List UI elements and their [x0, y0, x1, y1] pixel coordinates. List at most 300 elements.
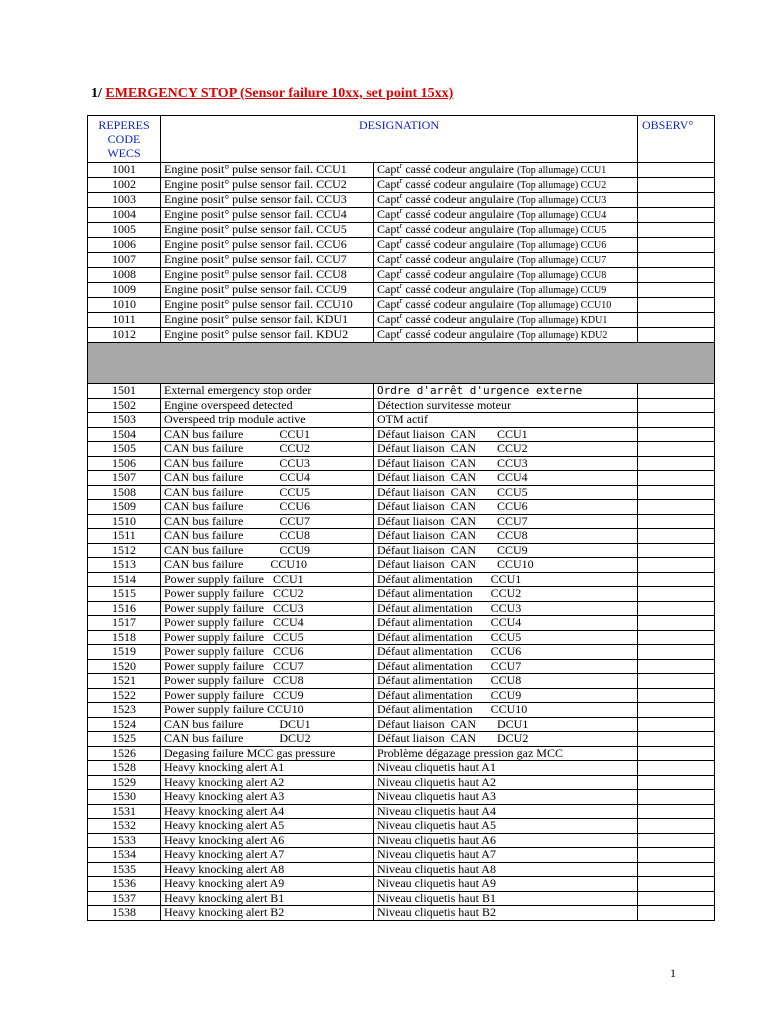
table-row	[88, 601, 715, 616]
table-row	[88, 645, 715, 660]
row-designation-en: CAN bus failure CCU10	[161, 558, 374, 573]
fr-main: cassé codeur angulaire	[405, 222, 514, 236]
row-designation-fr: Niveau cliquetis haut A6	[374, 833, 638, 848]
row-observation	[638, 543, 715, 558]
header-code: REPERES CODE WECS	[88, 116, 161, 163]
row-code: 1526	[88, 746, 161, 761]
row-designation-fr: Niveau cliquetis haut B2	[374, 906, 638, 921]
row-designation-fr: Niveau cliquetis haut A1	[374, 761, 638, 776]
table-row	[88, 790, 715, 805]
header-observation: OBSERV°	[638, 116, 715, 163]
separator-band	[88, 343, 715, 384]
fr-note: (Top allumage) CCU5	[516, 225, 607, 236]
section-heading	[91, 86, 453, 102]
row-code: 1502	[88, 398, 161, 413]
fr-prefix: Capt	[377, 222, 400, 236]
row-designation-en: Heavy knocking alert A5	[161, 819, 374, 834]
row-observation	[638, 833, 715, 848]
row-designation-en: CAN bus failure DCU2	[161, 732, 374, 747]
row-designation-en: Overspeed trip module active	[161, 413, 374, 428]
table-row	[88, 398, 715, 413]
row-code: 1509	[88, 500, 161, 515]
row-observation	[638, 790, 715, 805]
row-observation	[638, 645, 715, 660]
row-designation-fr	[374, 223, 638, 238]
row-designation-fr: Défaut alimentation CCU6	[374, 645, 638, 660]
row-code: 1510	[88, 514, 161, 529]
row-designation-fr	[374, 328, 638, 343]
row-designation-fr: Niveau cliquetis haut A7	[374, 848, 638, 863]
table-row	[88, 163, 715, 178]
row-code: 1520	[88, 659, 161, 674]
row-designation-fr: Niveau cliquetis haut A3	[374, 790, 638, 805]
row-designation-fr: Défaut alimentation CCU1	[374, 572, 638, 587]
row-designation-fr: Défaut alimentation CCU8	[374, 674, 638, 689]
table-row	[88, 775, 715, 790]
row-observation	[638, 384, 715, 399]
table-row	[88, 616, 715, 631]
row-observation	[638, 601, 715, 616]
row-code: 1525	[88, 732, 161, 747]
row-designation-en: Engine posit° pulse sensor fail. CCU5	[161, 223, 374, 238]
row-designation-en: Engine posit° pulse sensor fail. CCU3	[161, 193, 374, 208]
fr-note: (Top allumage) CCU10	[516, 300, 612, 311]
fr-main: cassé codeur angulaire	[405, 237, 514, 251]
table-row	[88, 485, 715, 500]
row-code: 1009	[88, 283, 161, 298]
fr-note: (Top allumage) CCU1	[516, 165, 607, 176]
row-designation-en: Heavy knocking alert A3	[161, 790, 374, 805]
row-designation-en: CAN bus failure CCU9	[161, 543, 374, 558]
row-designation-fr: Problème dégazage pression gaz MCC	[374, 746, 638, 761]
row-designation-fr: Défaut liaison CAN CCU7	[374, 514, 638, 529]
row-designation-en: Power supply failure CCU7	[161, 659, 374, 674]
row-designation-fr: Défaut liaison CAN CCU3	[374, 456, 638, 471]
fr-note: (Top allumage) CCU3	[516, 195, 607, 206]
fr-main: cassé codeur angulaire	[405, 192, 514, 206]
fr-prefix-sup: r	[399, 312, 403, 320]
table-row	[88, 819, 715, 834]
row-code: 1505	[88, 442, 161, 457]
fr-main: cassé codeur angulaire	[405, 282, 514, 296]
row-observation	[638, 732, 715, 747]
row-designation-en: CAN bus failure CCU6	[161, 500, 374, 515]
row-designation-en: Heavy knocking alert B1	[161, 891, 374, 906]
row-designation-en: Engine posit° pulse sensor fail. CCU9	[161, 283, 374, 298]
row-code: 1501	[88, 384, 161, 399]
row-designation-fr: Défaut liaison CAN CCU9	[374, 543, 638, 558]
fr-prefix-sup: r	[399, 192, 403, 200]
table-row	[88, 746, 715, 761]
table-row	[88, 688, 715, 703]
row-designation-en: Power supply failure CCU8	[161, 674, 374, 689]
row-observation	[638, 862, 715, 877]
row-designation-fr	[374, 313, 638, 328]
row-designation-fr: Défaut alimentation CCU5	[374, 630, 638, 645]
header-designation: DESIGNATION	[161, 116, 638, 163]
row-code: 1524	[88, 717, 161, 732]
row-designation-fr: Défaut liaison CAN DCU1	[374, 717, 638, 732]
row-designation-en: CAN bus failure CCU8	[161, 529, 374, 544]
table-row	[88, 572, 715, 587]
fr-prefix: Capt	[377, 267, 400, 281]
table-row	[88, 732, 715, 747]
row-designation-fr	[374, 253, 638, 268]
table-row	[88, 268, 715, 283]
table-row	[88, 442, 715, 457]
row-observation	[638, 877, 715, 892]
row-observation	[638, 572, 715, 587]
fr-prefix-sup: r	[399, 282, 403, 290]
row-code: 1529	[88, 775, 161, 790]
row-code: 1004	[88, 208, 161, 223]
table-row	[88, 471, 715, 486]
row-observation	[638, 804, 715, 819]
row-observation	[638, 485, 715, 500]
row-designation-fr: Défaut liaison CAN CCU2	[374, 442, 638, 457]
row-designation-fr	[374, 178, 638, 193]
table-row	[88, 283, 715, 298]
row-observation	[638, 529, 715, 544]
row-observation	[638, 891, 715, 906]
row-observation	[638, 500, 715, 515]
row-code: 1008	[88, 268, 161, 283]
row-designation-fr	[374, 163, 638, 178]
row-observation	[638, 268, 715, 283]
row-designation-en: CAN bus failure CCU3	[161, 456, 374, 471]
row-observation	[638, 178, 715, 193]
fr-prefix: Capt	[377, 177, 400, 191]
row-designation-fr: Défaut liaison CAN CCU4	[374, 471, 638, 486]
row-code: 1533	[88, 833, 161, 848]
row-observation	[638, 193, 715, 208]
row-designation-fr	[374, 268, 638, 283]
row-code: 1503	[88, 413, 161, 428]
row-designation-fr: Défaut liaison CAN CCU1	[374, 427, 638, 442]
row-observation	[638, 208, 715, 223]
fr-note: (Top allumage) KDU1	[516, 315, 608, 326]
row-designation-en: Heavy knocking alert B2	[161, 906, 374, 921]
fr-prefix-sup: r	[399, 237, 403, 245]
table-row	[88, 178, 715, 193]
row-observation	[638, 775, 715, 790]
row-designation-fr: Défaut alimentation CCU9	[374, 688, 638, 703]
table-row	[88, 238, 715, 253]
table-row	[88, 761, 715, 776]
table-header-row	[88, 116, 715, 163]
row-code: 1007	[88, 253, 161, 268]
fr-note: (Top allumage) CCU2	[516, 180, 607, 191]
row-designation-en: Heavy knocking alert A1	[161, 761, 374, 776]
row-observation	[638, 238, 715, 253]
fr-prefix: Capt	[377, 327, 400, 341]
emergency-stop-table	[87, 115, 715, 921]
row-designation-en: Engine posit° pulse sensor fail. KDU2	[161, 328, 374, 343]
row-designation-en: CAN bus failure CCU1	[161, 427, 374, 442]
row-code: 1521	[88, 674, 161, 689]
row-code: 1522	[88, 688, 161, 703]
fr-prefix: Capt	[377, 252, 400, 266]
fr-main: cassé codeur angulaire	[405, 297, 514, 311]
row-code: 1005	[88, 223, 161, 238]
table-row	[88, 298, 715, 313]
fr-prefix-sup: r	[399, 162, 403, 170]
row-code: 1506	[88, 456, 161, 471]
row-observation	[638, 848, 715, 863]
row-code: 1011	[88, 313, 161, 328]
table-row	[88, 862, 715, 877]
row-code: 1507	[88, 471, 161, 486]
row-observation	[638, 717, 715, 732]
row-code: 1518	[88, 630, 161, 645]
fr-main: cassé codeur angulaire	[405, 207, 514, 221]
row-designation-fr	[374, 238, 638, 253]
row-observation	[638, 413, 715, 428]
row-designation-en: Power supply failure CCU9	[161, 688, 374, 703]
row-designation-fr: Défaut alimentation CCU4	[374, 616, 638, 631]
fr-prefix: Capt	[377, 237, 400, 251]
row-code: 1517	[88, 616, 161, 631]
row-code: 1002	[88, 178, 161, 193]
row-code: 1513	[88, 558, 161, 573]
fr-prefix: Capt	[377, 162, 400, 176]
row-designation-en: Power supply failure CCU4	[161, 616, 374, 631]
table-row	[88, 906, 715, 921]
fr-prefix-sup: r	[399, 222, 403, 230]
table-row	[88, 703, 715, 718]
row-designation-fr: Niveau cliquetis haut A5	[374, 819, 638, 834]
row-observation	[638, 471, 715, 486]
row-designation-en: Engine posit° pulse sensor fail. CCU4	[161, 208, 374, 223]
row-designation-en: Engine posit° pulse sensor fail. CCU7	[161, 253, 374, 268]
row-designation-fr: Niveau cliquetis haut A8	[374, 862, 638, 877]
row-code: 1538	[88, 906, 161, 921]
table-row	[88, 674, 715, 689]
row-designation-en: Heavy knocking alert A9	[161, 877, 374, 892]
table-row	[88, 848, 715, 863]
fr-main: cassé codeur angulaire	[405, 312, 514, 326]
row-observation	[638, 558, 715, 573]
row-code: 1532	[88, 819, 161, 834]
table-row	[88, 529, 715, 544]
row-designation-fr: Défaut alimentation CCU7	[374, 659, 638, 674]
row-code: 1003	[88, 193, 161, 208]
table-row	[88, 328, 715, 343]
fr-main: cassé codeur angulaire	[405, 267, 514, 281]
fr-prefix-sup: r	[399, 207, 403, 215]
fr-note: (Top allumage) CCU7	[516, 255, 607, 266]
row-designation-en: Engine posit° pulse sensor fail. CCU2	[161, 178, 374, 193]
section-title: EMERGENCY STOP (Sensor failure 10xx, set point 15xx)	[105, 86, 454, 101]
table-row	[88, 253, 715, 268]
table-row	[88, 543, 715, 558]
row-designation-en: Power supply failure CCU3	[161, 601, 374, 616]
table-row	[88, 891, 715, 906]
row-code: 1001	[88, 163, 161, 178]
row-code: 1530	[88, 790, 161, 805]
row-designation-en: Power supply failure CCU1	[161, 572, 374, 587]
fr-note: (Top allumage) KDU2	[516, 330, 608, 341]
row-observation	[638, 223, 715, 238]
row-designation-en: Power supply failure CCU10	[161, 703, 374, 718]
row-designation-en: Heavy knocking alert A2	[161, 775, 374, 790]
table-row	[88, 313, 715, 328]
table-row	[88, 877, 715, 892]
row-code: 1515	[88, 587, 161, 602]
fr-prefix-sup: r	[399, 252, 403, 260]
row-code: 1504	[88, 427, 161, 442]
table-row	[88, 413, 715, 428]
row-code: 1536	[88, 877, 161, 892]
fr-note: (Top allumage) CCU8	[516, 270, 607, 281]
row-designation-en: CAN bus failure CCU4	[161, 471, 374, 486]
row-code: 1528	[88, 761, 161, 776]
row-observation	[638, 906, 715, 921]
table-row	[88, 630, 715, 645]
row-code: 1514	[88, 572, 161, 587]
row-designation-en: Heavy knocking alert A7	[161, 848, 374, 863]
row-designation-en: Degasing failure MCC gas pressure	[161, 746, 374, 761]
row-designation-en: Engine posit° pulse sensor fail. KDU1	[161, 313, 374, 328]
row-observation	[638, 253, 715, 268]
row-designation-fr: Ordre d'arrêt d'urgence externe	[374, 384, 638, 399]
row-code: 1511	[88, 529, 161, 544]
table-row	[88, 500, 715, 515]
row-observation	[638, 298, 715, 313]
row-observation	[638, 674, 715, 689]
row-designation-fr: Défaut liaison CAN CCU6	[374, 500, 638, 515]
page-number: 1	[670, 966, 676, 980]
row-code: 1531	[88, 804, 161, 819]
row-designation-fr: Défaut liaison CAN CCU10	[374, 558, 638, 573]
row-observation	[638, 283, 715, 298]
table-row	[88, 587, 715, 602]
row-designation-fr: Niveau cliquetis haut A2	[374, 775, 638, 790]
fr-note: (Top allumage) CCU4	[516, 210, 607, 221]
row-designation-fr: Défaut alimentation CCU2	[374, 587, 638, 602]
table-row	[88, 558, 715, 573]
row-observation	[638, 427, 715, 442]
row-code: 1512	[88, 543, 161, 558]
row-designation-en: Power supply failure CCU2	[161, 587, 374, 602]
row-designation-en: Heavy knocking alert A4	[161, 804, 374, 819]
row-designation-fr: Niveau cliquetis haut B1	[374, 891, 638, 906]
row-observation	[638, 328, 715, 343]
fr-prefix-sup: r	[399, 327, 403, 335]
row-observation	[638, 616, 715, 631]
row-designation-en: Power supply failure CCU5	[161, 630, 374, 645]
fr-prefix: Capt	[377, 312, 400, 326]
fr-main: cassé codeur angulaire	[405, 162, 514, 176]
row-code: 1010	[88, 298, 161, 313]
row-observation	[638, 163, 715, 178]
table-row	[88, 514, 715, 529]
row-designation-en: CAN bus failure DCU1	[161, 717, 374, 732]
table-row	[88, 208, 715, 223]
row-designation-fr: Défaut alimentation CCU10	[374, 703, 638, 718]
table-row	[88, 659, 715, 674]
row-designation-en: Power supply failure CCU6	[161, 645, 374, 660]
row-designation-en: External emergency stop order	[161, 384, 374, 399]
row-designation-en: Engine posit° pulse sensor fail. CCU6	[161, 238, 374, 253]
row-designation-fr: Défaut liaison CAN CCU8	[374, 529, 638, 544]
row-observation	[638, 514, 715, 529]
row-observation	[638, 456, 715, 471]
table-row	[88, 717, 715, 732]
row-designation-fr	[374, 208, 638, 223]
row-designation-en: Heavy knocking alert A6	[161, 833, 374, 848]
row-observation	[638, 659, 715, 674]
row-designation-en: Engine posit° pulse sensor fail. CCU8	[161, 268, 374, 283]
row-designation-fr	[374, 193, 638, 208]
row-code: 1006	[88, 238, 161, 253]
row-designation-en: CAN bus failure CCU5	[161, 485, 374, 500]
row-code: 1534	[88, 848, 161, 863]
row-observation	[638, 398, 715, 413]
table-row	[88, 193, 715, 208]
fr-prefix: Capt	[377, 282, 400, 296]
row-code: 1012	[88, 328, 161, 343]
table-row	[88, 223, 715, 238]
row-code: 1523	[88, 703, 161, 718]
fr-note: (Top allumage) CCU9	[516, 285, 607, 296]
row-designation-fr: OTM actif	[374, 413, 638, 428]
table-row	[88, 427, 715, 442]
fr-prefix: Capt	[377, 207, 400, 221]
fr-main: cassé codeur angulaire	[405, 327, 514, 341]
row-observation	[638, 630, 715, 645]
row-designation-en: Engine posit° pulse sensor fail. CCU10	[161, 298, 374, 313]
table-row	[88, 456, 715, 471]
row-observation	[638, 703, 715, 718]
row-designation-fr	[374, 298, 638, 313]
row-designation-fr: Niveau cliquetis haut A9	[374, 877, 638, 892]
row-designation-en: CAN bus failure CCU7	[161, 514, 374, 529]
row-designation-fr: Détection survitesse moteur	[374, 398, 638, 413]
fr-prefix-sup: r	[399, 297, 403, 305]
row-designation-en: CAN bus failure CCU2	[161, 442, 374, 457]
row-designation-en: Heavy knocking alert A8	[161, 862, 374, 877]
fr-note: (Top allumage) CCU6	[516, 240, 607, 251]
row-code: 1516	[88, 601, 161, 616]
row-observation	[638, 746, 715, 761]
fr-main: cassé codeur angulaire	[405, 177, 514, 191]
row-designation-fr: Défaut liaison CAN CCU5	[374, 485, 638, 500]
row-code: 1508	[88, 485, 161, 500]
row-designation-fr: Niveau cliquetis haut A4	[374, 804, 638, 819]
row-observation	[638, 688, 715, 703]
fr-prefix: Capt	[377, 297, 400, 311]
fr-prefix-sup: r	[399, 177, 403, 185]
separator-row	[88, 343, 715, 384]
row-observation	[638, 819, 715, 834]
row-observation	[638, 442, 715, 457]
fr-main: cassé codeur angulaire	[405, 252, 514, 266]
row-designation-en: Engine overspeed detected	[161, 398, 374, 413]
row-code: 1537	[88, 891, 161, 906]
row-designation-fr	[374, 283, 638, 298]
fr-prefix-sup: r	[399, 267, 403, 275]
row-code: 1519	[88, 645, 161, 660]
row-designation-en: Engine posit° pulse sensor fail. CCU1	[161, 163, 374, 178]
row-observation	[638, 587, 715, 602]
row-observation	[638, 761, 715, 776]
row-observation	[638, 313, 715, 328]
row-designation-fr: Défaut alimentation CCU3	[374, 601, 638, 616]
table-row	[88, 804, 715, 819]
row-designation-fr: Défaut liaison CAN DCU2	[374, 732, 638, 747]
table-row	[88, 833, 715, 848]
